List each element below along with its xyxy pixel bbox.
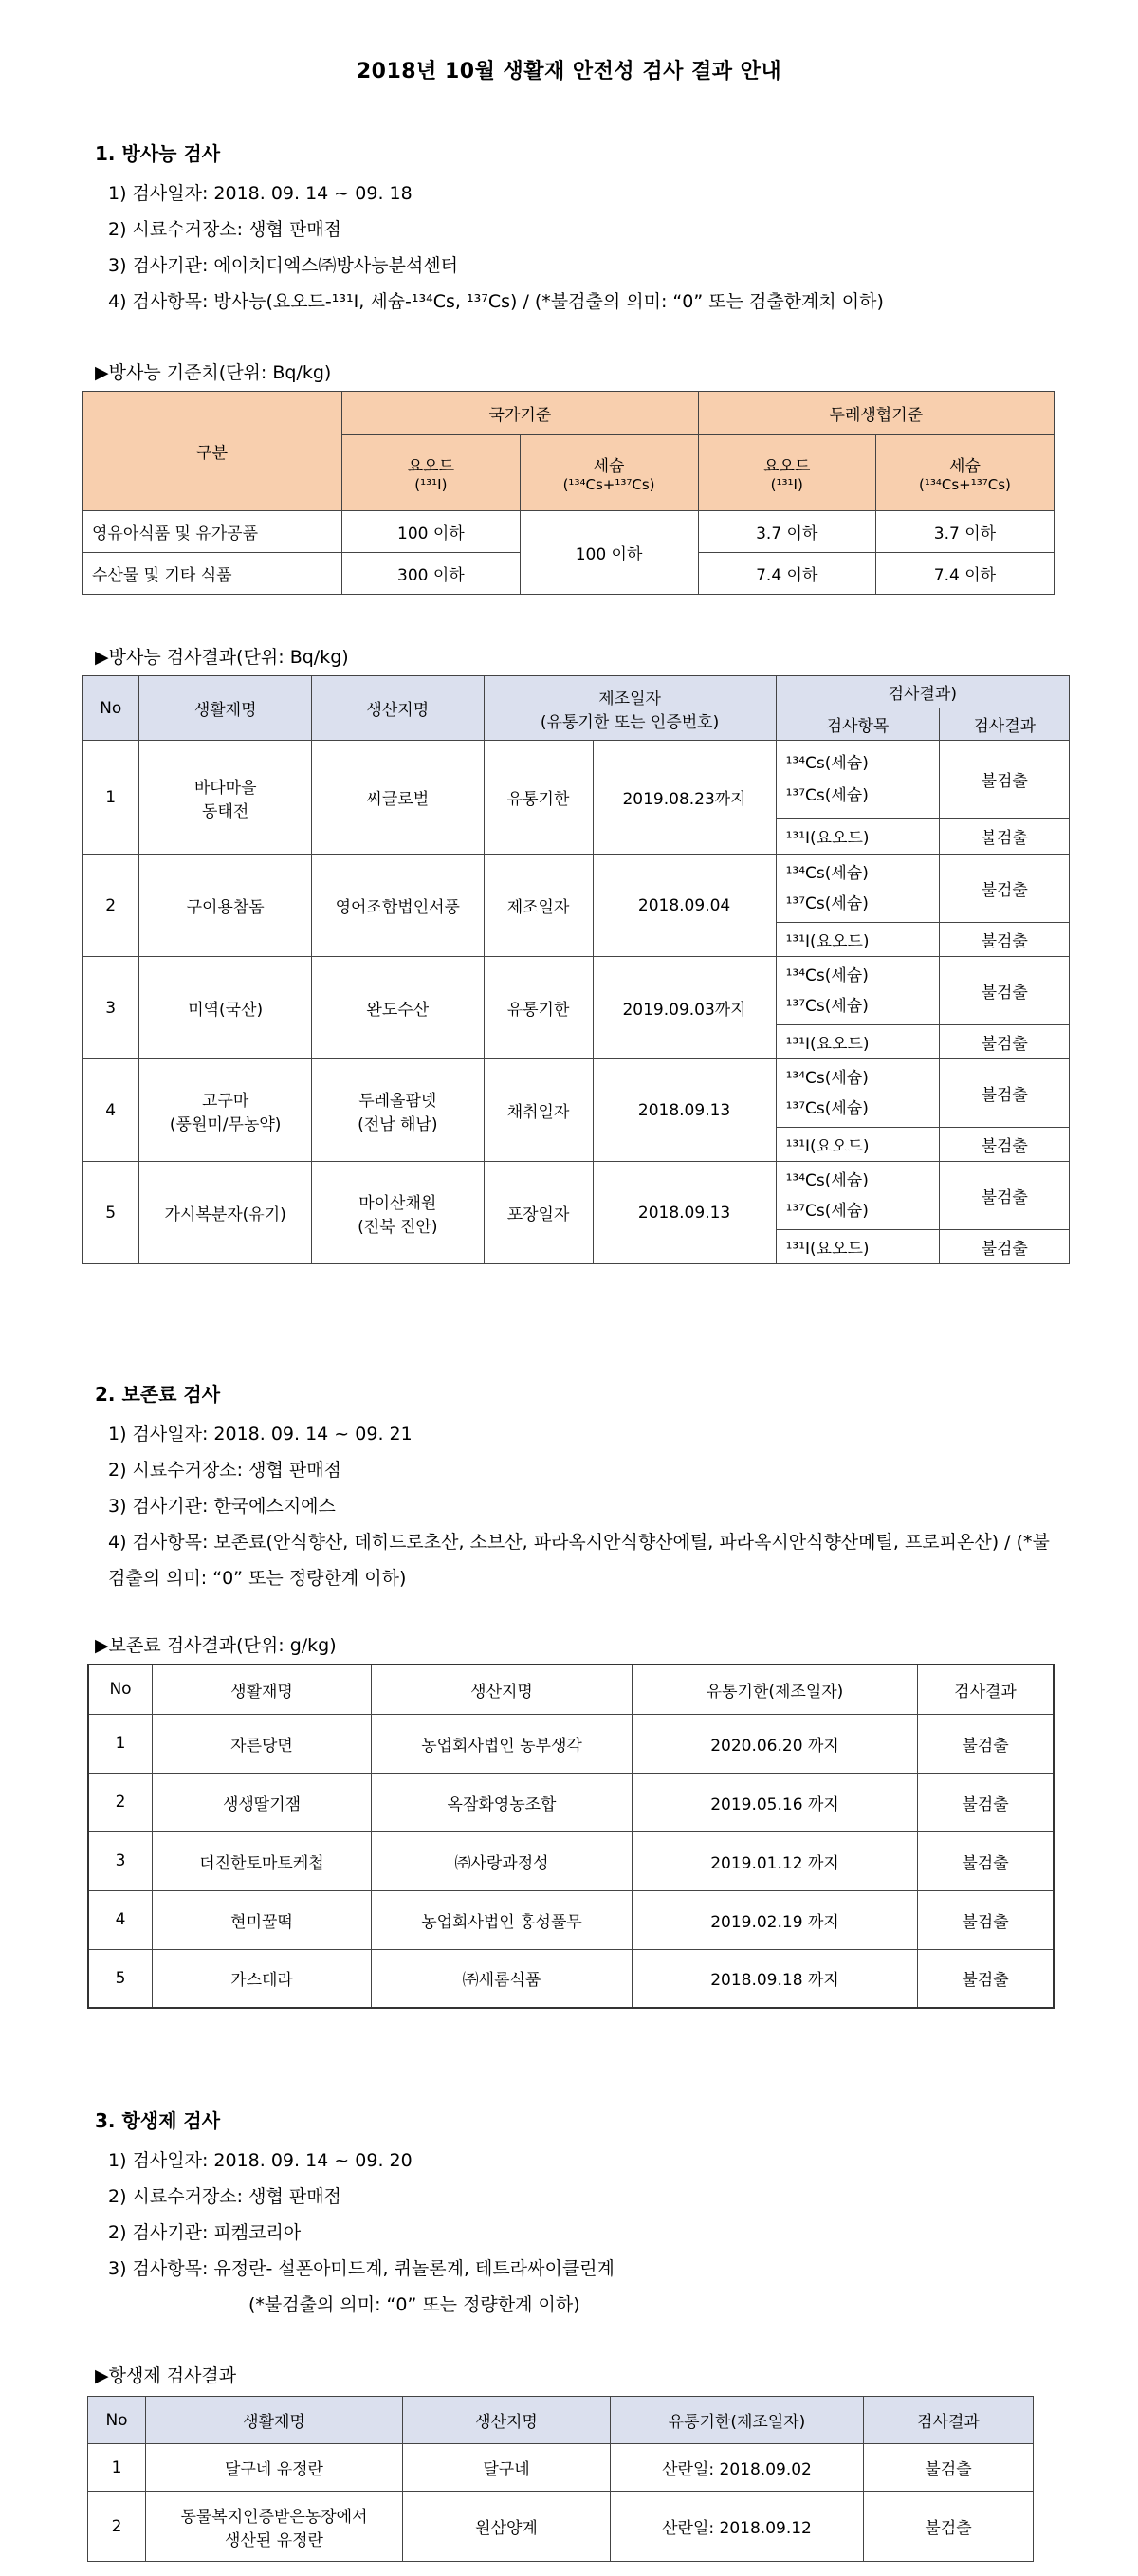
- info-line: 2) 시료수거장소: 생협 판매점: [108, 219, 341, 240]
- header-national: 국가기준: [342, 392, 698, 435]
- preservative-result-table: No 생활재명 생산지명 유통기한(제조일자) 검사결과 1 자른당면 농업회사법인 농부생각 2020.06.20 까지 불검출 2 생생딸기잼 옥잠화영농조합 2019.05.16 까지 불검출 3 더진한토마토케첩 ㈜사랑과정성 2019.01.12 까지 불검출 4 현미꿀떡 농업회사법인 홍성풀무 2019.02.19 까지 불검출 5 카스테라 ㈜새롬식품 2018.09.18 까지 불검출: [87, 1664, 1055, 2009]
- header-date: 제조일자 (유통기한 또는 인증번호): [484, 676, 776, 741]
- table-row: 수산물 및 기타 식품 300 이하 7.4 이하 7.4 이하: [83, 553, 1055, 595]
- table-row: 2 구이용참돔 영어조합법인서풍 제조일자 2018.09.04 ¹³⁴Cs(세슘) ¹³⁷Cs(세슘) 불검출: [83, 855, 1070, 923]
- table-row: 1 바다마을 동태전 씨글로벌 유통기한 2019.08.23까지 ¹³⁴Cs(세슘) ¹³⁷Cs(세슘) 불검출: [83, 741, 1070, 819]
- header-cesium: 세슘 (¹³⁴Cs+¹³⁷Cs): [520, 435, 698, 511]
- table-row: ¹³¹I(요오드) 불검출: [83, 819, 1070, 855]
- info-line: 2) 검사기관: 피켐코리아: [108, 2222, 302, 2243]
- section-preservative: [95, 1379, 1062, 1596]
- table-row: 2 동물복지인증받은농장에서 생산된 유정란 원삼양계 산란일: 2018.09.12 불검출: [88, 2492, 1034, 2562]
- section-radioactivity: [95, 138, 1062, 320]
- radiation-standard-table: [82, 391, 1055, 595]
- radiation-result-table: No 생활재명 생산지명 제조일자 (유통기한 또는 인증번호) 검사결과) 검사항목 검사결과 1 바다마을 동태전 씨글로벌 유통기한 2019.08.23까지 ¹³⁴Cs(세슘) ¹³⁷Cs(세슘) 불검출 ¹³¹I(요오드) 불검출 2 구이용참돔 영어조합법인서풍 제조일자 2018.09.04 ¹³⁴Cs(세슘) ¹³⁷Cs(세슘) 불검출 ¹³¹I(요오드) 불검출 3 미역(국산) 완도수산 유통기한 2019.09.03까지 ¹³⁴Cs(세슘) ¹³⁷Cs(세슘) 불검출 ¹³¹I(요오드) 불검출 4 고구마 (풍원미/무농약) 두레올팜넷 (전남 해남) 채취일자 2018.09.13 ¹³⁴Cs(세슘) ¹³⁷Cs(세슘) 불검출 ¹³¹I(요오드) 불검출 5 가시복분자(유기) 마이산채원 (전북 진안) 포장일자 2018.09.13 ¹³⁴Cs(세슘) ¹³⁷Cs(세슘) 불검출 ¹³¹I(요오드) 불검출: [82, 675, 1070, 1264]
- info-line: 4) 검사항목: 방사능(요오드-¹³¹I, 세슘-¹³⁴Cs, ¹³⁷Cs) / (*불검출의 의미: “0” 또는 검출한계치 이하): [108, 291, 884, 312]
- section-info: [95, 1416, 1062, 1596]
- info-line: 2) 시료수거장소: 생협 판매점: [108, 1460, 341, 1481]
- antibiotic-result-table: No 생활재명 생산지명 유통기한(제조일자) 검사결과 1 달구네 유정란 달구네 산란일: 2018.09.02 불검출 2 동물복지인증받은농장에서 생산된 유정란 원삼양계 산란일: 2018.09.12 불검출: [87, 2396, 1034, 2562]
- table-row: 5 카스테라 ㈜새롬식품 2018.09.18 까지 불검출: [88, 1949, 1054, 2008]
- header-cesium: 세슘 (¹³⁴Cs+¹³⁷Cs): [875, 435, 1054, 511]
- header-gubun: 구분: [83, 392, 342, 511]
- section-info: [95, 175, 1062, 320]
- header-iodine: 요오드 (¹³¹I): [698, 435, 875, 511]
- table-row: ¹³¹I(요오드) 불검출: [83, 1230, 1070, 1264]
- section-antibiotic: [95, 2106, 1062, 2323]
- table-row: 영유아식품 및 유가공품 100 이하 100 이하 3.7 이하 3.7 이하: [83, 511, 1055, 553]
- info-line: 1) 검사일자: 2018. 09. 14 ~ 09. 20: [108, 2150, 413, 2171]
- table-row: 4 현미꿀떡 농업회사법인 홍성풀무 2019.02.19 까지 불검출: [88, 1890, 1054, 1949]
- info-line: 3) 검사항목: 유정란- 설폰아미드계, 퀴놀론계, 테트라싸이클린계: [108, 2258, 615, 2279]
- table-row: 3 미역(국산) 완도수산 유통기한 2019.09.03까지 ¹³⁴Cs(세슘) ¹³⁷Cs(세슘) 불검출: [83, 957, 1070, 1025]
- info-line: 3) 검사기관: 한국에스지에스: [108, 1496, 336, 1517]
- table-title: ▶항생제 검사결과: [95, 2365, 237, 2386]
- info-line: 4) 검사항목: 보존료(안식향산, 데히드로초산, 소브산, 파라옥시안식향산에틸, 파라옥시안식향산메틸, 프로피온산) / (*불검출의 의미: “0” 또는 정량한계 이하): [108, 1532, 1050, 1589]
- table-title: ▶보존료 검사결과(단위: g/kg): [95, 1635, 337, 1656]
- info-line: 3) 검사기관: 에이치디엑스㈜방사능분석센터: [108, 255, 459, 276]
- section-heading: 1. 방사능 검사: [95, 142, 221, 165]
- section-info: [95, 2143, 1062, 2323]
- info-line: (*불검출의 의미: “0” 또는 정량한계 이하): [248, 2294, 580, 2315]
- document-title: 2018년 10월 생활재 안전성 검사 결과 안내: [356, 60, 782, 83]
- table-row: ¹³¹I(요오드) 불검출: [83, 1025, 1070, 1059]
- table-row: ¹³¹I(요오드) 불검출: [83, 1128, 1070, 1162]
- table-row: ¹³¹I(요오드) 불검출: [83, 923, 1070, 957]
- table-row: 4 고구마 (풍원미/무농약) 두레올팜넷 (전남 해남) 채취일자 2018.09.13 ¹³⁴Cs(세슘) ¹³⁷Cs(세슘) 불검출: [83, 1059, 1070, 1128]
- header-dure: 두레생협기준: [698, 392, 1054, 435]
- info-line: 1) 검사일자: 2018. 09. 14 ~ 09. 21: [108, 1424, 413, 1444]
- info-line: 2) 시료수거장소: 생협 판매점: [108, 2186, 341, 2207]
- header-iodine: 요오드 (¹³¹I): [342, 435, 520, 511]
- table-row: 3 더진한토마토케첩 ㈜사랑과정성 2019.01.12 까지 불검출: [88, 1831, 1054, 1890]
- table-row: 2 생생딸기잼 옥잠화영농조합 2019.05.16 까지 불검출: [88, 1773, 1054, 1831]
- table-row: 1 자른당면 농업회사법인 농부생각 2020.06.20 까지 불검출: [88, 1714, 1054, 1773]
- table-title: ▶방사능 기준치(단위: Bq/kg): [95, 362, 332, 383]
- section-heading: 3. 항생제 검사: [95, 2109, 221, 2132]
- info-line: 1) 검사일자: 2018. 09. 14 ~ 09. 18: [108, 183, 413, 204]
- section-heading: 2. 보존료 검사: [95, 1383, 221, 1406]
- table-row: 5 가시복분자(유기) 마이산채원 (전북 진안) 포장일자 2018.09.13 ¹³⁴Cs(세슘) ¹³⁷Cs(세슘) 불검출: [83, 1162, 1070, 1230]
- table-row: 1 달구네 유정란 달구네 산란일: 2018.09.02 불검출: [88, 2444, 1034, 2492]
- table-title: ▶방사능 검사결과(단위: Bq/kg): [95, 647, 349, 668]
